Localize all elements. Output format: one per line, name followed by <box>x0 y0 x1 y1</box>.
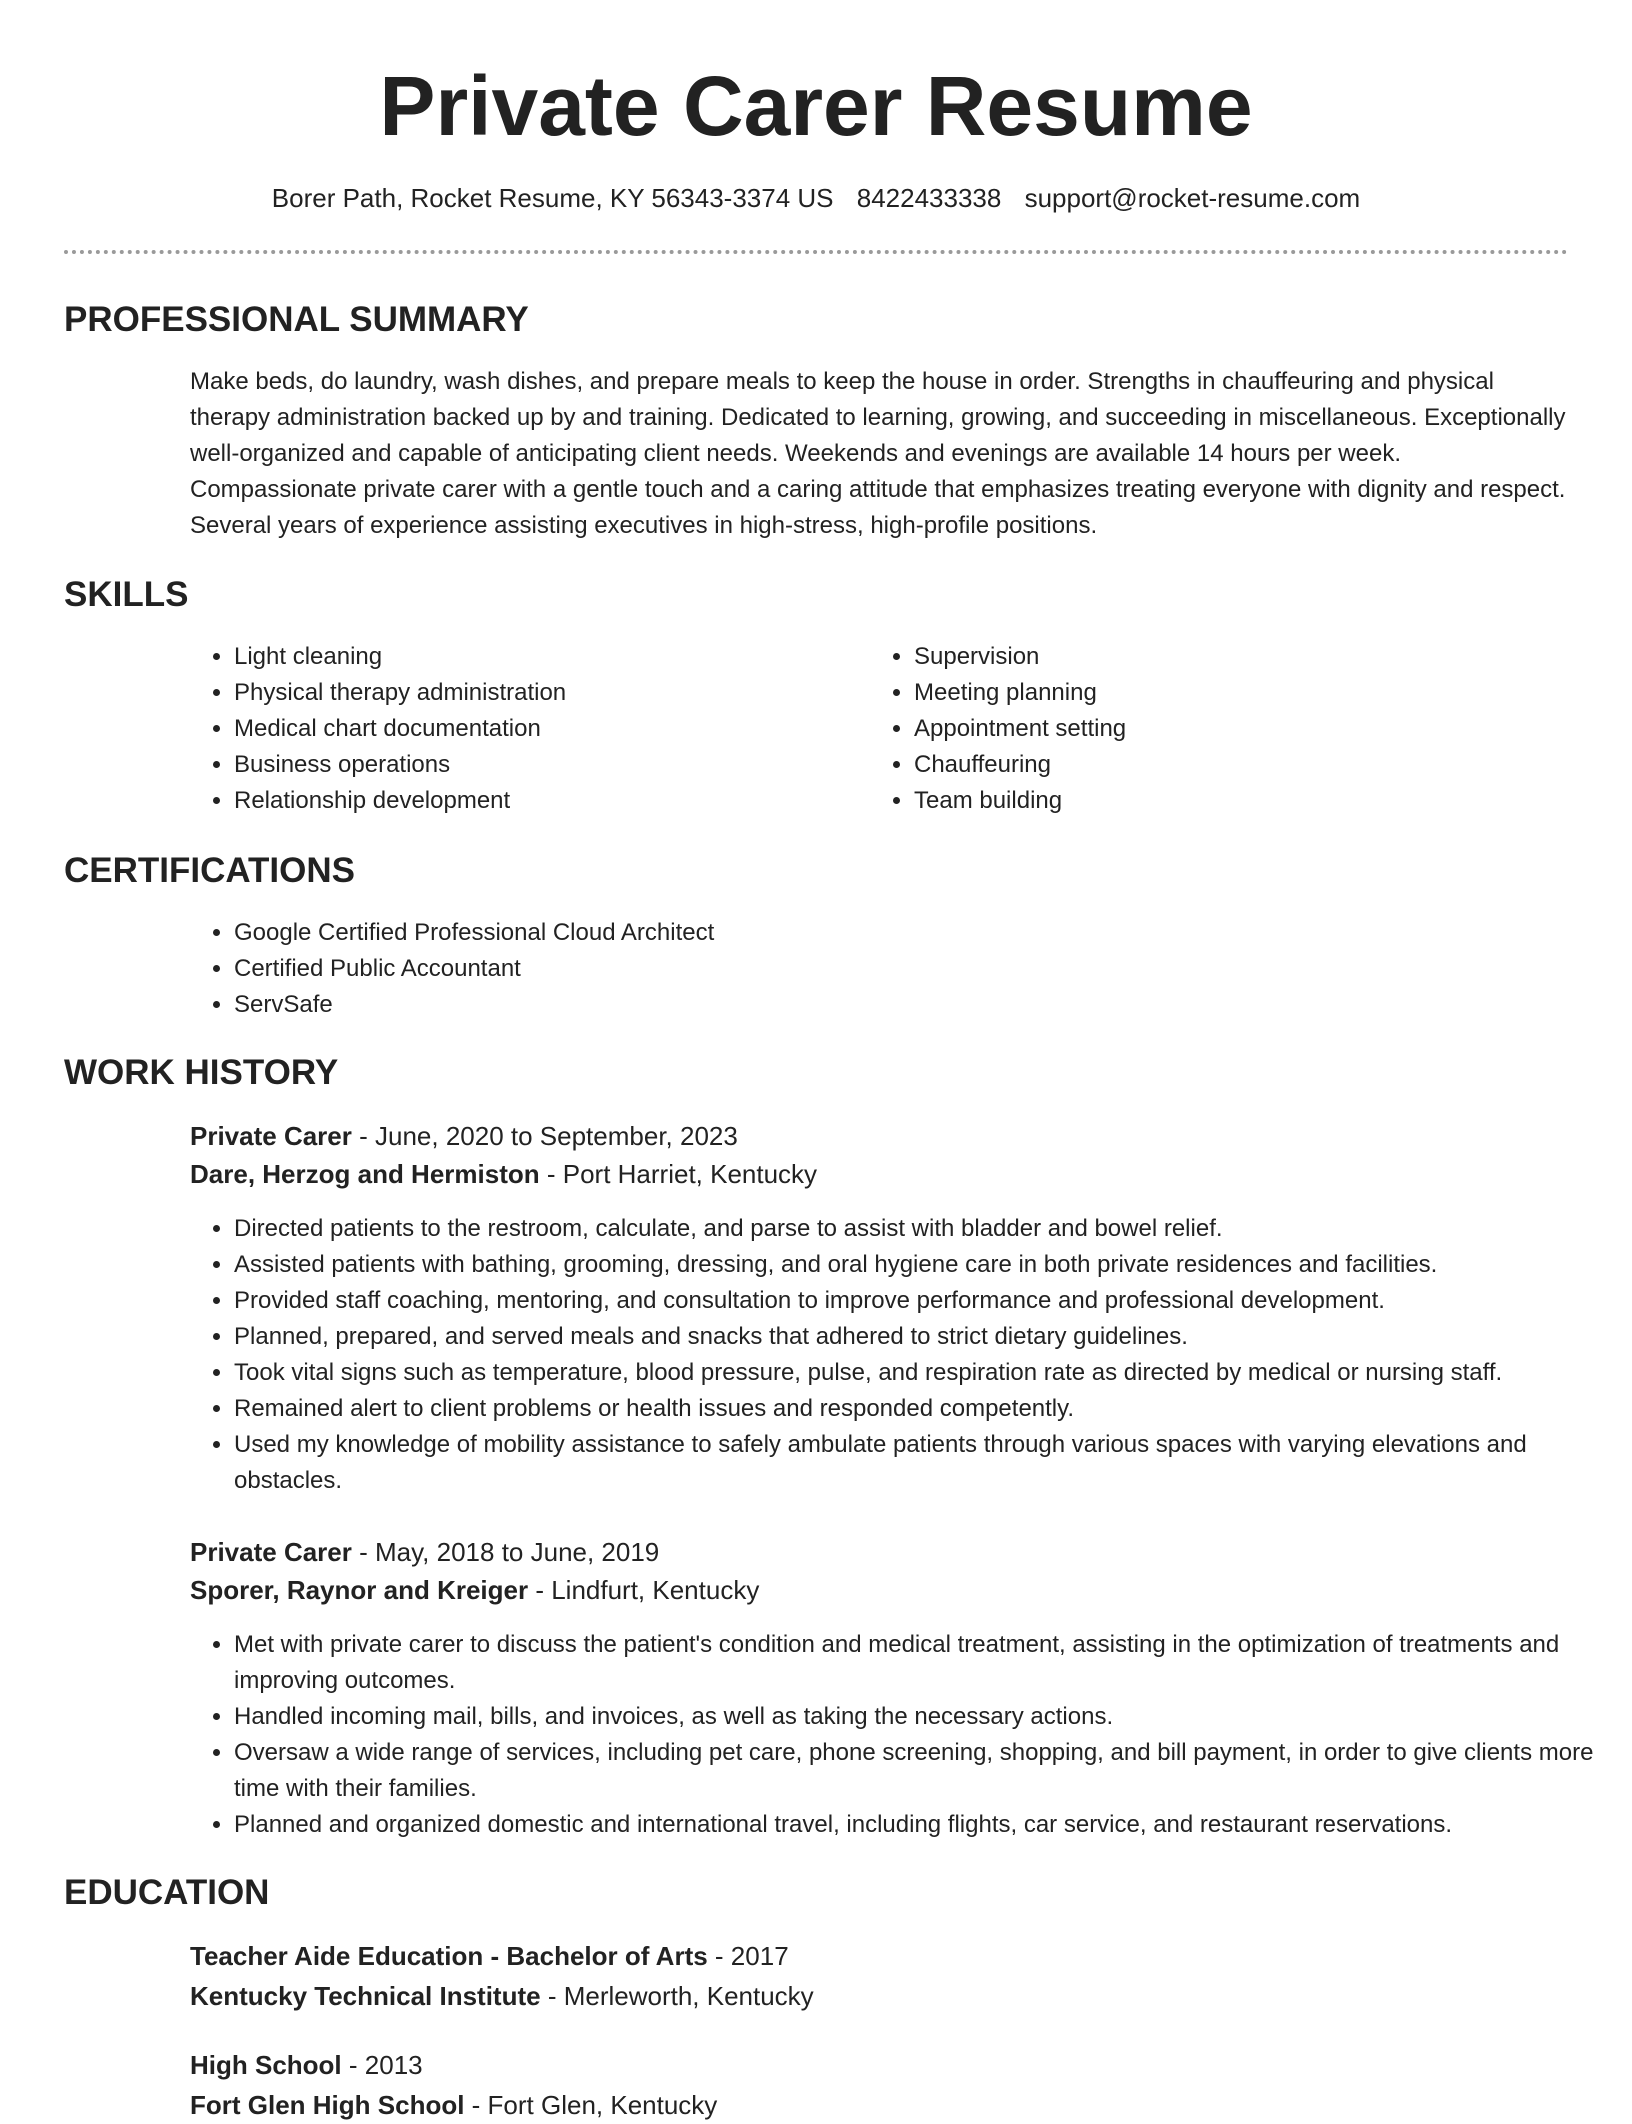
certifications-heading: CERTIFICATIONS <box>64 851 356 890</box>
education-school-line <box>190 2086 717 2124</box>
job-duty-item: • Provided staff coaching, mentoring, and consultation to improve performance and professional development. <box>234 1283 1614 1319</box>
job-duties-list <box>190 1627 1614 1843</box>
education-school-line <box>190 1977 814 2015</box>
summary-text: Make beds, do laundry, wash dishes, and prepare meals to keep the house in order. Strengths in chauffeuring and physical therapy administration backed up by and training. Dedicated to learning, growing, and succeeding in miscellaneous. Exceptionally well-organized and capable of anticipating client needs. Weekends and evenings are available 14 hours per week. Compassionate private carer with a gentle touch and a caring attitude that emphasizes treating everyone with dignity and respect. Several years of experience assisting executives in high-stress, high-profile positions. <box>190 368 1566 539</box>
job-title-line <box>190 1117 738 1155</box>
education-school: Fort Glen High School <box>190 2090 465 2120</box>
skills-list-left <box>190 639 854 819</box>
skill-item: • Appointment setting <box>914 711 1534 747</box>
skill-item: • Supervision <box>914 639 1534 675</box>
contact-email: support@rocket-resume.com <box>1024 183 1361 213</box>
certification-item: • Certified Public Accountant <box>234 951 1614 987</box>
skill-item: • Medical chart documentation <box>234 711 854 747</box>
job-duty-item: • Took vital signs such as temperature, blood pressure, pulse, and respiration rate as directed by medical or nursing staff. <box>234 1355 1614 1391</box>
education-degree-line <box>190 2046 423 2084</box>
job-title: Private Carer <box>190 1121 352 1151</box>
education-heading: EDUCATION <box>64 1873 270 1912</box>
job-duties-list <box>190 1211 1614 1499</box>
skill-item: • Light cleaning <box>234 639 854 675</box>
education-degree-line <box>190 1937 789 1975</box>
job-location: - Lindfurt, Kentucky <box>528 1575 760 1605</box>
certification-item: • ServSafe <box>234 987 1614 1023</box>
contact-address: Borer Path, Rocket Resume, KY 56343-3374 US <box>271 183 834 213</box>
summary-heading: PROFESSIONAL SUMMARY <box>64 300 529 339</box>
skills-heading: SKILLS <box>64 575 189 614</box>
job-duty-item: • Remained alert to client problems or health issues and responded competently. <box>234 1391 1614 1427</box>
job-location: - Port Harriet, Kentucky <box>539 1159 818 1189</box>
contact-phone: 8422433338 <box>856 183 1002 213</box>
skills-list-right <box>870 639 1534 819</box>
job-title-line <box>190 1533 659 1571</box>
contact-line <box>0 180 1632 216</box>
job-duty-item: • Met with private carer to discuss the patient's condition and medical treatment, assisting in the optimization of treatments and improving outcomes. <box>234 1627 1614 1699</box>
job-company: Dare, Herzog and Hermiston <box>190 1159 540 1189</box>
header-divider <box>64 250 1568 254</box>
job-duty-item: • Assisted patients with bathing, grooming, dressing, and oral hygiene care in both private residences and facilities. <box>234 1247 1614 1283</box>
education-year: - 2013 <box>341 2050 423 2080</box>
job-title: Private Carer <box>190 1537 352 1567</box>
skill-item: • Physical therapy administration <box>234 675 854 711</box>
skill-item: • Relationship development <box>234 783 854 819</box>
job-duty-item: • Oversaw a wide range of services, including pet care, phone screening, shopping, and bill payment, in order to give clients more time with their families. <box>234 1735 1614 1807</box>
skill-item: • Team building <box>914 783 1534 819</box>
skill-item: • Business operations <box>234 747 854 783</box>
work-history-heading: WORK HISTORY <box>64 1053 339 1092</box>
certifications-list <box>190 915 1614 1023</box>
job-company-line <box>190 1571 759 1609</box>
certification-item: • Google Certified Professional Cloud Architect <box>234 915 1614 951</box>
job-duty-item: • Used my knowledge of mobility assistance to safely ambulate patients through various spaces with varying elevations and obstacles. <box>234 1427 1614 1499</box>
education-school: Kentucky Technical Institute <box>190 1981 541 2011</box>
job-duty-item: • Planned, prepared, and served meals and snacks that adhered to strict dietary guidelines. <box>234 1319 1614 1355</box>
resume-title: Private Carer Resume <box>379 59 1253 153</box>
education-location: - Merleworth, Kentucky <box>540 1981 814 2011</box>
skill-item: • Chauffeuring <box>914 747 1534 783</box>
job-duty-item: • Directed patients to the restroom, calculate, and parse to assist with bladder and bowel relief. <box>234 1211 1614 1247</box>
education-year: - 2017 <box>707 1941 789 1971</box>
job-dates: - May, 2018 to June, 2019 <box>351 1537 660 1567</box>
job-company: Sporer, Raynor and Kreiger <box>190 1575 529 1605</box>
skill-item: • Meeting planning <box>914 675 1534 711</box>
education-degree: High School <box>190 2050 342 2080</box>
job-duty-item: • Planned and organized domestic and international travel, including flights, car service, and restaurant reservations. <box>234 1807 1614 1843</box>
job-duty-item: • Handled incoming mail, bills, and invoices, as well as taking the necessary actions. <box>234 1699 1614 1735</box>
education-degree: Teacher Aide Education - Bachelor of Arts <box>190 1941 708 1971</box>
job-dates: - June, 2020 to September, 2023 <box>351 1121 738 1151</box>
job-company-line <box>190 1155 817 1193</box>
education-location: - Fort Glen, Kentucky <box>464 2090 718 2120</box>
